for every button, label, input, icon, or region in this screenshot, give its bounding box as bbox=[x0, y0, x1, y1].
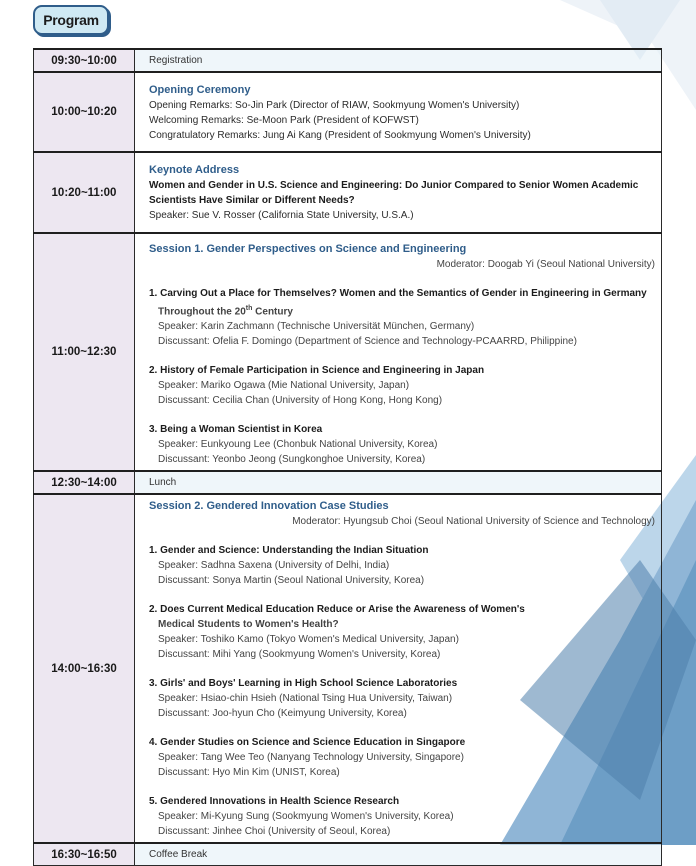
paper-title-part: Throughout the 20 bbox=[158, 306, 246, 318]
section-heading: Session 2. Gendered Innovation Case Studies bbox=[149, 500, 389, 513]
speaker-line: Speaker: Sue V. Rosser (California State University, U.S.A.) bbox=[149, 210, 414, 221]
paper-title: 1. Gender and Science: Understanding the Indian Situation bbox=[149, 545, 429, 557]
discussant-line: Discussant: Cecilia Chan (University of Hong Kong, Hong Kong) bbox=[158, 395, 443, 407]
table-row bbox=[34, 233, 662, 471]
time-cell: 10:20~11:00 bbox=[34, 152, 135, 233]
discussant-line: Discussant: Joo-hyun Cho (Keimyung University, Korea) bbox=[158, 708, 407, 720]
content-cell bbox=[135, 471, 662, 494]
paper-title: 2. History of Female Participation in Science and Engineering in Japan bbox=[149, 365, 485, 377]
moderator-line: Moderator: Doogab Yi (Seoul National University) bbox=[436, 259, 655, 270]
speaker-line: Speaker: Sadhna Saxena (University of Delhi, India) bbox=[158, 560, 390, 572]
speaker-line: Speaker: Karin Zachmann (Technische Universität München, Germany) bbox=[158, 321, 475, 333]
speaker-line: Speaker: Eunkyoung Lee (Chonbuk National University, Korea) bbox=[158, 439, 438, 451]
discussant-line: Discussant: Sonya Martin (Seoul National University, Korea) bbox=[158, 575, 425, 587]
page-title: Program bbox=[43, 12, 99, 28]
registration-label: Registration bbox=[149, 55, 203, 66]
content-cell bbox=[135, 152, 662, 233]
time-cell: 11:00~12:30 bbox=[34, 233, 135, 471]
speaker-line: Speaker: Mariko Ogawa (Mie National University, Japan) bbox=[158, 380, 410, 392]
paper-title: 5. Gendered Innovations in Health Science Research bbox=[149, 796, 400, 808]
superscript: th bbox=[245, 305, 253, 312]
time-cell: 09:30~10:00 bbox=[34, 49, 135, 72]
paper-title-part: Century bbox=[252, 306, 293, 318]
speaker-line: Speaker: Mi-Kyung Sung (Sookmyung Women's University, Korea) bbox=[158, 811, 454, 823]
content-cell bbox=[135, 233, 662, 471]
paper-title: 4. Gender Studies on Science and Science Education in Singapore bbox=[149, 737, 466, 749]
table-row bbox=[34, 494, 662, 843]
discussant-line: Discussant: Jinhee Choi (University of Seoul, Korea) bbox=[158, 826, 391, 838]
moderator-line: Moderator: Hyungsub Choi (Seoul National University of Science and Technology) bbox=[292, 516, 655, 528]
program-title-badge bbox=[33, 5, 109, 35]
discussant-line: Discussant: Mihi Yang (Sookmyung Women's University, Korea) bbox=[158, 649, 441, 661]
speaker-line: Speaker: Hsiao-chin Hsieh (National Tsing Hua University, Taiwan) bbox=[158, 693, 453, 705]
lunch-label: Lunch bbox=[149, 477, 177, 489]
time-cell: 12:30~14:00 bbox=[34, 471, 135, 494]
table-row bbox=[34, 152, 662, 233]
text-line: Congratulatory Remarks: Jung Ai Kang (President of Sookmyung Women's University) bbox=[149, 130, 531, 141]
paper-title-cont: Medical Students to Women's Health? bbox=[158, 619, 339, 631]
section-heading: Opening Ceremony bbox=[149, 84, 251, 96]
time-cell: 16:30~16:50 bbox=[34, 843, 135, 866]
paper-title: 1. Carving Out a Place for Themselves? Women and the Semantics of Gender in Engineering in Germany bbox=[149, 288, 647, 299]
section-heading: Keynote Address bbox=[149, 164, 240, 176]
content-cell bbox=[135, 72, 662, 152]
content-cell bbox=[135, 494, 662, 843]
time-cell: 10:00~10:20 bbox=[34, 72, 135, 152]
talk-title: Women and Gender in U.S. Science and Engineering: Do Junior Compared to Senior Women Academic Scientists Have Similar or Different Needs? bbox=[149, 180, 639, 206]
coffee-break-label: Coffee Break bbox=[149, 849, 208, 861]
content-cell bbox=[135, 49, 662, 72]
paper-title: 3. Girls' and Boys' Learning in High School Science Laboratories bbox=[149, 678, 458, 690]
discussant-line: Discussant: Yeonbo Jeong (Sungkonghoe University, Korea) bbox=[158, 454, 426, 466]
text-line: Welcoming Remarks: Se-Moon Park (President of KOFWST) bbox=[149, 115, 419, 126]
content-cell bbox=[135, 843, 662, 866]
section-heading: Session 1. Gender Perspectives on Science and Engineering bbox=[149, 243, 467, 255]
time-cell: 14:00~16:30 bbox=[34, 494, 135, 843]
discussant-line: Discussant: Hyo Min Kim (UNIST, Korea) bbox=[158, 767, 340, 779]
speaker-line: Speaker: Toshiko Kamo (Tokyo Women's Medical University, Japan) bbox=[158, 634, 459, 646]
table-row bbox=[34, 471, 662, 494]
speaker-line: Speaker: Tang Wee Teo (Nanyang Technology University, Singapore) bbox=[158, 752, 464, 764]
paper-title: 2. Does Current Medical Education Reduce or Arise the Awareness of Women's bbox=[149, 604, 525, 616]
table-row bbox=[34, 49, 662, 72]
paper-title-cont bbox=[149, 301, 655, 319]
text-line: Opening Remarks: So-Jin Park (Director of RIAW, Sookmyung Women's University) bbox=[149, 100, 520, 111]
discussant-line: Discussant: Ofelia F. Domingo (Department of Science and Technology-PCAARRD, Philippine) bbox=[158, 336, 577, 348]
table-row bbox=[34, 843, 662, 866]
program-table bbox=[33, 48, 662, 866]
table-row bbox=[34, 72, 662, 152]
paper-title: 3. Being a Woman Scientist in Korea bbox=[149, 424, 323, 436]
